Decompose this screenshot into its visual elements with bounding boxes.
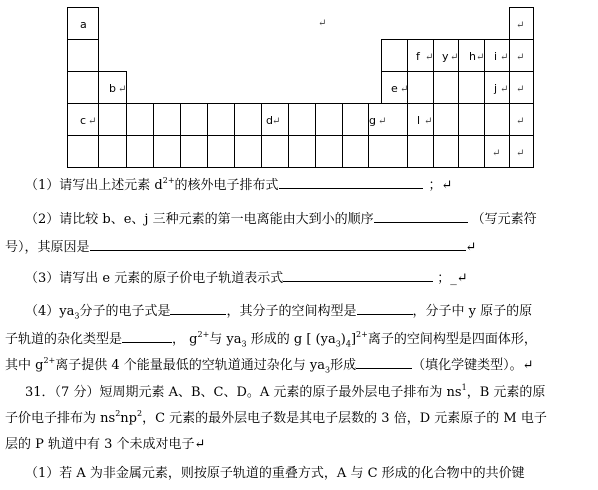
paragraph-mark: ↵ (476, 52, 485, 63)
question-4-line-1: $(4)ya_3$分子的电子式是 ，其分子的空间构型是 ，分子中 y 原子的原 (25, 304, 533, 321)
pt-cell (407, 135, 434, 168)
paragraph-mark: ↵ (272, 116, 281, 127)
pt-cell (315, 103, 343, 136)
pt-cell (234, 135, 262, 168)
pt-cell-d: d (261, 103, 289, 136)
question-31-line-2: 子价电子排布为 $ns^2np^2$，C 元素的最外层电子数是其电子层数的 3 倍，D 元素原子的 M 电子 (5, 409, 547, 426)
periodic-table (0, 0, 598, 170)
pt-cell-f: f (407, 39, 434, 72)
paragraph-mark: ↵ (88, 116, 97, 127)
question-2-line-1: （2）请比较 b、e、j 三种元素的第一电离能由大到小的顺序 （写元素符 (25, 212, 537, 227)
pt-cell (288, 103, 316, 136)
pt-cell (261, 135, 289, 168)
pt-cell (458, 135, 485, 168)
pt-cell-i: i (484, 39, 510, 72)
paragraph-mark: ↵ (500, 84, 509, 95)
pt-cell (180, 103, 208, 136)
pt-cell (207, 103, 235, 136)
answer-blank[interactable] (122, 330, 172, 343)
question-4-line-3: 其中 $g^{2+}$离子提供 4 个能量最低的空轨道通过杂化与 $ya_3$形成 （填化学键类型）。↵ (5, 356, 534, 375)
question-4-line-2: 子轨道的杂化类型是 ， $g^{2+}$与 $ya_3$ 形成的 g [ $(ya_3)_4]^{2+}$离子的空间构型是四面体形， (5, 330, 537, 349)
pt-cell (180, 135, 208, 168)
paragraph-mark: ↵ (318, 18, 327, 29)
pt-cell-e: e (381, 71, 408, 104)
question-1: （1）请写出上述元素 $d^{2+}$的核外电子排布式 ；↵ (25, 176, 453, 193)
question-2-line-2: 号），其原因是 ↵ (5, 240, 477, 255)
question-3: （3）请写出 e 元素的原子价电子轨道表示式 ；_↵ (25, 271, 468, 286)
pt-cell (67, 39, 99, 72)
paragraph-mark: ↵ (425, 52, 434, 63)
answer-blank[interactable] (357, 302, 413, 315)
pt-cell (126, 135, 154, 168)
answer-blank[interactable] (283, 269, 433, 282)
paragraph-mark: ↵ (492, 148, 501, 159)
pt-cell-b: b (98, 71, 127, 104)
pt-cell (207, 135, 235, 168)
pt-cell (368, 135, 396, 168)
pt-cell-c: c (67, 103, 99, 136)
pt-cell (67, 135, 99, 168)
pt-cell-g: g (368, 103, 396, 136)
answer-blank[interactable] (90, 238, 466, 251)
pt-cell (381, 39, 408, 72)
paragraph-mark: ↵ (400, 84, 409, 95)
pt-cell-h: h (458, 39, 485, 72)
paragraph-mark: ↵ (500, 52, 509, 63)
answer-blank[interactable] (279, 176, 423, 189)
answer-blank[interactable] (356, 356, 412, 369)
pt-cell (433, 71, 459, 104)
pt-cell (153, 103, 181, 136)
pt-cell (98, 103, 127, 136)
paragraph-mark: ↵ (516, 116, 525, 127)
question-31-line-3: 层的 P 轨道中有 3 个未成对电子↵ (5, 437, 206, 452)
pt-cell (126, 103, 154, 136)
pt-cell (234, 103, 262, 136)
pt-cell (484, 103, 510, 136)
pt-cell-l: l (407, 103, 434, 136)
pt-cell (458, 71, 485, 104)
pt-cell-a: a (67, 7, 99, 40)
pt-cell (67, 71, 99, 104)
pt-cell (433, 135, 459, 168)
paragraph-mark: ↵ (450, 52, 459, 63)
answer-blank[interactable] (170, 302, 226, 315)
pt-cell (153, 135, 181, 168)
pt-cell (98, 135, 127, 168)
pt-cell (315, 135, 343, 168)
answer-blank[interactable] (374, 210, 468, 223)
paragraph-mark: ↵ (516, 148, 525, 159)
pt-cell-j: j (484, 71, 510, 104)
pt-cell (407, 71, 434, 104)
pt-cell (433, 103, 459, 136)
paragraph-mark: ↵ (378, 116, 387, 127)
question-31-part-1: （1）若 A 为非金属元素，则按原子轨道的重叠方式，A 与 C 形成的化合物中的共价键 (25, 466, 525, 481)
question-31-line-1: 31．（7 分）短周期元素 A、B、C、D。A 元素的原子最外层电子排布为 $ns^1$，B 元素的原 (25, 383, 546, 400)
pt-cell (288, 135, 316, 168)
pt-cell-y: y (433, 39, 459, 72)
paragraph-mark: ↵ (516, 20, 525, 31)
paragraph-mark: ↵ (516, 52, 525, 63)
pt-cell (342, 135, 369, 168)
pt-cell (342, 103, 369, 136)
pt-cell (458, 103, 485, 136)
paragraph-mark: ↵ (516, 84, 525, 95)
paragraph-mark: ↵ (424, 116, 433, 127)
paragraph-mark: ↵ (118, 84, 127, 95)
